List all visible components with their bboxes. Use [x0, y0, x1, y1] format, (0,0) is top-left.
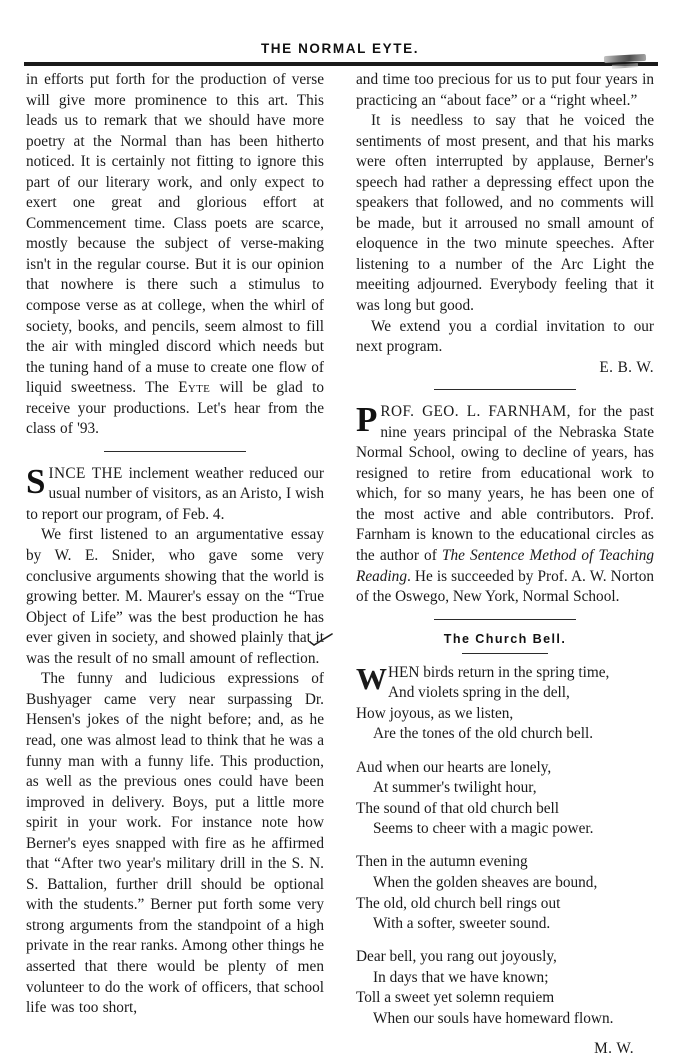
- farnham-text-before-title: for the past nine years principal of the Nebraska State Normal School, owing to decline of years, has resigned to retire from educational work to which, for so many years, he has been one of the most active and able contributors. Prof. Farnham is known to the educational circles as the author of: [356, 403, 654, 565]
- publication-name: Eyte: [178, 379, 211, 397]
- scan-smudge-artifact-secondary: [612, 63, 638, 69]
- aristo-cont-paragraph-2: It is needless to say that he voiced the sentiments of most present, and that his marks were often interrupted by applause, Berner's speech had rather a depressing effect upon the speakers that followed, and no comments will be made, but it arroused no small amount of eloquence in the two minute speeches. After listening to a number of the Arc Light the meeiting adjourned. Everybody feeling that it was long but good.: [356, 112, 654, 315]
- poem-title-text: The Church Bell.: [443, 631, 567, 646]
- poem-line: Aud when our hearts are lonely,: [356, 758, 552, 776]
- poem-stanza: [356, 852, 654, 934]
- verse-editorial-text: in efforts put forth for the production of verse will give more prominence to this art. This leads us to remark that we should have more poetry at the Normal than has been hitherto noticed. It is certainly not fitting to ignore this part of our literary work, and only expect to exert one great and glorious effort at Commencement time. Class poets are scarce, mostly because the subject of verse-making isn't in the regular course. But it is our opinion that nowhere is there such a stimulus to compose verse as at college, when the whirl of society, books, and pencils, seem almost to fill the air with mingled discord which needs but the tuning hand of a muse to create one flow of liquid sweetness. The: [26, 71, 324, 397]
- poem-line: And violets spring in the dell,: [388, 684, 570, 702]
- aristo-opening-text: inclement weather reduced our usual number of visitors, as an Aristo, I wish to report our program, of Feb. 4.: [26, 464, 324, 523]
- poem-stanza: [356, 758, 654, 840]
- farnham-text-after-title: . He is succeeded by Prof. A. W. Norton of the Oswego, New York, Normal School.: [356, 567, 654, 606]
- poem-line: How joyous, as we listen,: [356, 704, 514, 722]
- aristo-report-opening: [26, 461, 324, 526]
- verse-editorial-text-tail: will be glad to receive your productions. Let's hear from the class of '93.: [26, 379, 324, 438]
- book-title: The Sentence Method of Teaching Reading: [356, 547, 654, 585]
- poem-title-divider: [462, 653, 548, 654]
- section-divider: [434, 389, 576, 390]
- poem-line: Are the tones of the old church bell.: [373, 725, 594, 743]
- poem-line: Toll a sweet yet solemn requiem: [356, 989, 555, 1007]
- aristo-lead-caps: INCE THE: [48, 464, 123, 482]
- section-divider: [104, 451, 246, 452]
- poem-line: Seems to cheer with a magic power.: [373, 820, 594, 838]
- left-column: [26, 70, 324, 1019]
- farnham-lead-caps: ROF. GEO. L. FARNHAM,: [380, 403, 571, 421]
- check-mark-icon: [308, 633, 334, 647]
- aristo-cont-paragraph-1: and time too precious for us to put four years in practicing an “about face” or a “right wheel.”: [356, 71, 654, 109]
- poem-body: [356, 660, 654, 1058]
- aristo-paragraph-2: We first listened to an argumentative essay by W. E. Snider, who gave some very conclusive arguments showing that the world is growing better. M. Maurer's essay on the “True Object of Life” was the best production he has ever given in society, and showed plainly that it was the result of no small amount of reflection.: [26, 526, 324, 667]
- poem-line: The sound of that old church bell: [356, 799, 560, 817]
- right-column: [356, 70, 654, 1058]
- poem-line: The old, old church bell rings out: [356, 894, 561, 912]
- poem-lead-caps: HEN: [388, 663, 420, 681]
- poem-line: When our souls have homeward flown.: [373, 1010, 614, 1028]
- drop-cap-p: P: [356, 400, 378, 440]
- aristo-signature: E. B. W.: [599, 358, 654, 376]
- poem-line: When the golden sheaves are bound,: [373, 874, 598, 892]
- poem-line: In days that we have known;: [373, 968, 549, 986]
- poem-line: Dear bell, you rang out joyously,: [356, 948, 557, 966]
- page-title: THE NORMAL EYTE.: [260, 41, 420, 56]
- poem-stanza: [356, 947, 654, 1029]
- poem-line: At summer's twilight hour,: [373, 779, 537, 797]
- poem-line: With a softer, sweeter sound.: [373, 915, 551, 933]
- drop-cap-w: W: [356, 660, 387, 696]
- poem-line-text: birds return in the spring time,: [419, 663, 610, 681]
- poem-stanza: [356, 660, 654, 745]
- aristo-cont-paragraph-3: We extend you a cordial invitation to our next program.: [356, 317, 654, 356]
- poem-title: [356, 632, 654, 646]
- drop-cap-s: S: [26, 461, 46, 501]
- aristo-paragraph-3: The funny and ludicious expressions of Bushyager came very near surpassing Dr. Hensen's jokes of the night before; and, as he read, one was almost lead to think that he was a funny man with a funny life. This production, as well as the previous ones could have been improved in delivery. Boys, put a little more spirit in your work. For instance note how Berner's eyes snapped with fire as he affirmed that “After two year's military drill in the S. N. S. Battalion, further drill should be optional with the students.” Berner put forth some very strong arguments from the standpoint of a high private in the rear ranks. Among other things he asserted that there would be plenty of men volunteer to do the work of officers, that school life was too short,: [26, 670, 324, 1017]
- header-rule: [24, 62, 658, 66]
- poem-line: Then in the autumn evening: [356, 853, 528, 871]
- section-divider: [434, 619, 576, 620]
- page-header: [0, 40, 680, 58]
- verse-editorial-paragraph: [26, 70, 324, 440]
- poem-signature: M. W.: [594, 1040, 634, 1058]
- farnham-news-item: [356, 402, 654, 607]
